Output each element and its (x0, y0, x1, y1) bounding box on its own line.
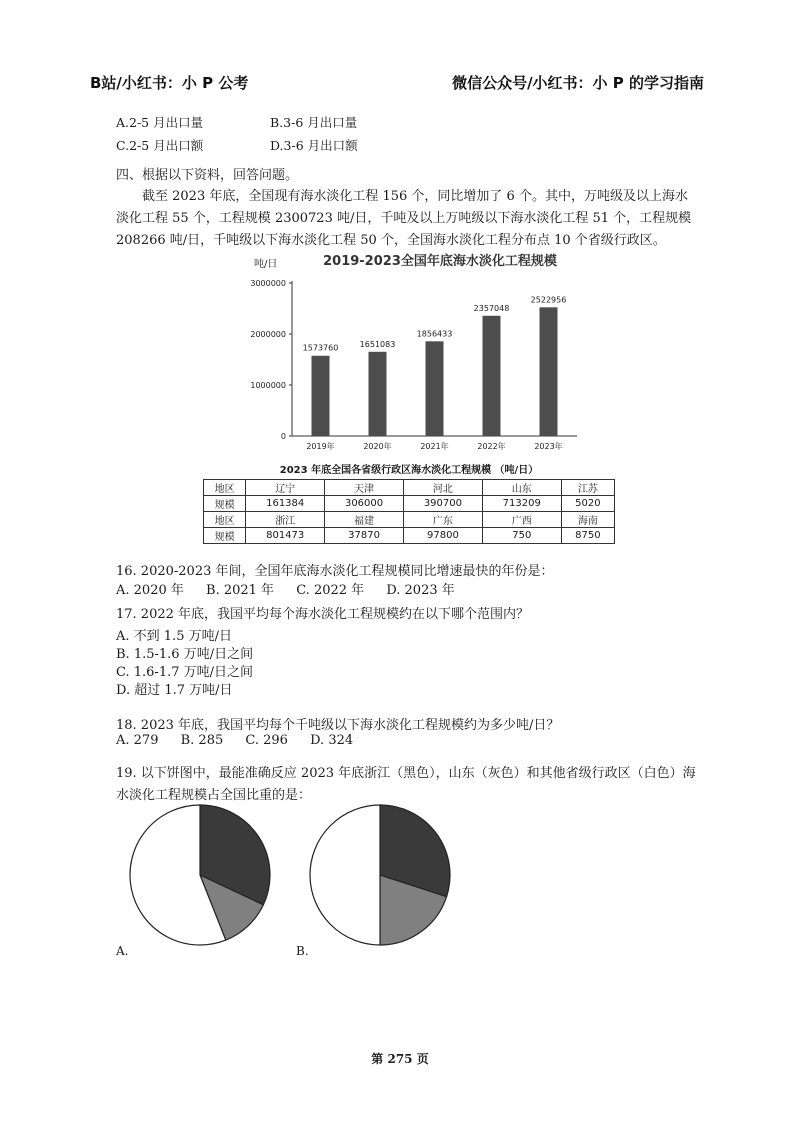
question-18-stem: 18. 2023 年底，我国平均每个千吨级以下海水淡化工程规模约为多少吨/日？ (116, 718, 560, 733)
pie-b-label: B. (296, 944, 309, 958)
x-tick-label: 2023年 (534, 442, 563, 451)
passage-text: 截至 2023 年底，全国现有海水淡化工程 156 个，同比增加了 6 个。其中，万吨级及以上海水淡化工程 55 个，工程规模 2300723 吨/日，千吨及以上万吨级以下海水淡化工程 51 个，工程规模 208266 吨/日，千吨级以下海水淡化工程 50 个，全国海水淡化工程分布点 10 个省级行政区。 (116, 189, 692, 248)
question-16-stem: 16. 2020-2023 年间，全国年底海水淡化工程规模同比增速最快的年份是： (116, 564, 554, 579)
y-tick-label: 0 (280, 432, 286, 441)
table-cell: 97800 (403, 528, 482, 544)
question-18 (116, 714, 559, 748)
table-title: 2023 年底全国各省级行政区海水淡化工程规模 （吨/日） (279, 465, 539, 476)
question-17-stem: 17. 2022 年底，我国平均每个海水淡化工程规模约在以下哪个范围内？ (116, 607, 530, 622)
q18-option-b: B. 285 (180, 733, 224, 748)
bar (312, 356, 330, 436)
bar-value-label: 1573760 (302, 343, 339, 353)
table-cell: 浙江 (246, 512, 325, 528)
table-cell: 山东 (482, 480, 561, 496)
table-cell: 广西 (482, 512, 561, 528)
q17-option-c: C. 1.6-1.7 万吨/日之间 (116, 665, 254, 680)
q16-option-c: C. 2022 年 (296, 583, 365, 598)
prev-option-a: A.2-5 月出口量 (116, 115, 204, 130)
bar-value-label: 1856433 (416, 329, 453, 339)
prev-option-b: B.3-6 月出口量 (269, 115, 358, 130)
q16-option-b: B. 2021 年 (206, 583, 275, 598)
question-18-options (116, 733, 559, 748)
table-cell: 福建 (325, 512, 404, 528)
q18-option-d: D. 324 (310, 733, 354, 748)
table-row (204, 512, 615, 528)
pie-a-label: A. (116, 944, 129, 958)
question-19-stem-line-2: 水淡化工程规模占全国比重的是： (116, 788, 312, 803)
passage (116, 186, 694, 252)
q18-option-a: A. 279 (116, 733, 159, 748)
y-tick-label: 2000000 (250, 330, 286, 339)
chart-y-axis-label: 吨/日 (254, 259, 278, 270)
chart-title: 2019-2023全国年底海水淡化工程规模 (323, 254, 557, 269)
prev-options-row-2 (116, 136, 420, 154)
pie-slice-others (310, 805, 380, 945)
q17-option-b: B. 1.5-1.6 万吨/日之间 (116, 647, 254, 662)
table-row (204, 480, 615, 496)
bar (540, 307, 558, 436)
table-row-header: 规模 (204, 496, 246, 512)
q16-option-d: D. 2023 年 (386, 583, 455, 598)
table-cell: 广东 (403, 512, 482, 528)
prev-option-c: C.2-5 月出口额 (116, 138, 204, 153)
prev-options-row-1 (116, 113, 420, 131)
bar-value-label: 2357048 (473, 303, 510, 313)
table-cell: 37870 (325, 528, 404, 544)
header-right: 微信公众号/小红书：小 P 的学习指南 (452, 74, 704, 92)
table-cell: 天津 (325, 480, 404, 496)
x-tick-label: 2022年 (477, 442, 506, 451)
question-16-options (116, 579, 554, 598)
table-cell: 8750 (561, 528, 614, 544)
table-row (204, 528, 615, 544)
page-number: 第 275 页 (371, 1052, 429, 1066)
table-cell: 750 (482, 528, 561, 544)
pie-chart-b (305, 800, 455, 950)
table-cell: 161384 (246, 496, 325, 512)
question-17 (116, 606, 529, 700)
q16-option-a: A. 2020 年 (116, 583, 184, 598)
pie-chart-a (125, 800, 275, 950)
table-cell: 801473 (246, 528, 325, 544)
table-cell: 河北 (403, 480, 482, 496)
q17-option-d: D. 超过 1.7 万吨/日 (116, 683, 233, 698)
prev-option-d: D.3-6 月出口额 (269, 138, 358, 153)
question-19-stem-line-1: 19. 以下饼图中，最能准确反应 2023 年底浙江（黑色），山东（灰色）和其他省级行政区（白色）海 (116, 766, 696, 781)
x-tick-label: 2020年 (363, 442, 392, 451)
table-row (204, 496, 615, 512)
table-cell: 306000 (325, 496, 404, 512)
q17-option-a: A. 不到 1.5 万吨/日 (116, 629, 232, 644)
bar-value-label: 2522956 (530, 295, 567, 305)
table-cell: 辽宁 (246, 480, 325, 496)
y-tick-label: 3000000 (250, 279, 286, 288)
bar (426, 341, 444, 436)
x-tick-label: 2021年 (420, 442, 449, 451)
q18-option-c: C. 296 (245, 733, 288, 748)
table-cell: 390700 (403, 496, 482, 512)
x-tick-label: 2019年 (306, 442, 335, 451)
bar (483, 316, 501, 436)
table-cell: 江苏 (561, 480, 614, 496)
table-cell: 5020 (561, 496, 614, 512)
bar-chart (232, 250, 592, 458)
table-row-header: 规模 (204, 528, 246, 544)
bar (369, 352, 387, 436)
section-title: 四、根据以下资料，回答问题。 (116, 168, 299, 183)
table-cell: 海南 (561, 512, 614, 528)
table-row-header: 地区 (204, 480, 246, 496)
question-16 (116, 560, 554, 598)
bar-value-label: 1651083 (359, 339, 396, 349)
header-left: B站/小红书：小 P 公考 (90, 74, 249, 92)
table-row-header: 地区 (204, 512, 246, 528)
y-tick-label: 1000000 (250, 381, 286, 390)
table-cell: 713209 (482, 496, 561, 512)
region-scale-table (203, 479, 615, 544)
